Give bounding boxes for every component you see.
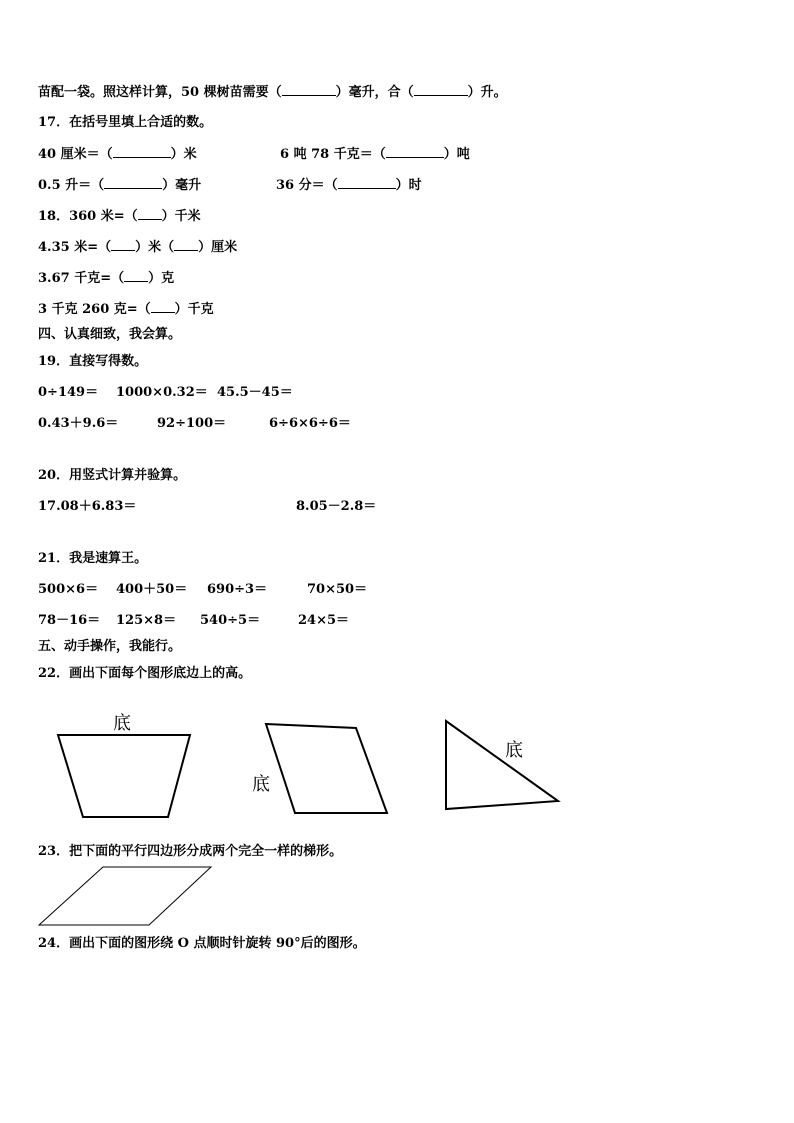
q16-text-a: 苗配一袋。照这样计算，50 棵树苗需要（ <box>38 85 282 100</box>
q16-text-c: ）升。 <box>467 85 507 100</box>
q19-expr-2: 1000×0.32＝ <box>116 385 208 400</box>
parallelogram-figure <box>266 724 387 813</box>
q20-title: 20．用竖式计算并验算。 <box>38 468 187 483</box>
q20-expr-2: 8.05－2.8＝ <box>296 499 377 514</box>
q21-expr-4: 70×50＝ <box>307 582 368 597</box>
q20-expr-1: 17.08＋6.83＝ <box>38 499 137 514</box>
q21-expr-1: 500×6＝ <box>38 582 99 597</box>
q18-text: 4.35 米=（ <box>38 240 112 255</box>
q23-title: 23．把下面的平行四边形分成两个完全一样的梯形。 <box>38 844 343 859</box>
q18-text: 18．360 米=（ <box>38 209 138 224</box>
q19-expr-6: 6÷6×6÷6＝ <box>269 416 351 431</box>
q18-text: ）千米 <box>161 209 201 224</box>
q19-expr-4: 0.43＋9.6＝ <box>38 416 119 431</box>
q17-text: 0.5 升＝（ <box>38 178 105 193</box>
q18-text: 3.67 千克=（ <box>38 271 125 286</box>
triangle-figure <box>446 721 558 809</box>
q18-text: ）千克 <box>174 302 214 317</box>
q18-text: ）克 <box>148 271 175 286</box>
q17-text: 40 厘米＝（ <box>38 147 113 162</box>
base-label-trapezoid: 底 <box>113 713 131 734</box>
trapezoid-figure <box>58 735 190 817</box>
q17-text: 36 分＝（ <box>276 178 338 193</box>
q18-text: ）米（ <box>135 240 175 255</box>
q17-text: ）吨 <box>443 147 470 162</box>
q23-parallelogram-figure <box>39 867 211 925</box>
q18-text: ）厘米 <box>198 240 238 255</box>
q19-title: 19．直接写得数。 <box>38 354 148 369</box>
q17-title: 17．在括号里填上合适的数。 <box>38 115 213 130</box>
q17-text: ）时 <box>395 178 422 193</box>
q19-expr-1: 0÷149＝ <box>38 385 99 400</box>
q21-expr-6: 125×8＝ <box>116 613 177 628</box>
q21-expr-2: 400＋50＝ <box>116 582 188 597</box>
q18-text: 3 千克 260 克=（ <box>38 302 151 317</box>
q21-expr-3: 690÷3＝ <box>207 582 268 597</box>
q24-title: 24．画出下面的图形绕 O 点顺时针旋转 90°后的图形。 <box>38 936 366 951</box>
q17-text: 6 吨 78 千克＝（ <box>280 147 386 162</box>
section-4-heading: 四、认真细致，我会算。 <box>38 327 182 342</box>
q19-expr-3: 45.5－45＝ <box>217 385 293 400</box>
base-label-triangle: 底 <box>505 740 523 761</box>
q16-text-b: ）毫升，合（ <box>335 85 414 100</box>
base-label-parallelogram: 底 <box>252 774 270 795</box>
q17-text: ）毫升 <box>162 178 202 193</box>
q19-expr-5: 92÷100＝ <box>157 416 227 431</box>
q21-expr-7: 540÷5＝ <box>200 613 261 628</box>
q21-expr-8: 24×5＝ <box>298 613 350 628</box>
q22-title: 22．画出下面每个图形底边上的高。 <box>38 666 252 681</box>
section-5-heading: 五、动手操作，我能行。 <box>38 639 182 654</box>
q21-expr-5: 78－16＝ <box>38 613 101 628</box>
q17-text: ）米 <box>170 147 197 162</box>
q21-title: 21．我是速算王。 <box>38 551 148 566</box>
